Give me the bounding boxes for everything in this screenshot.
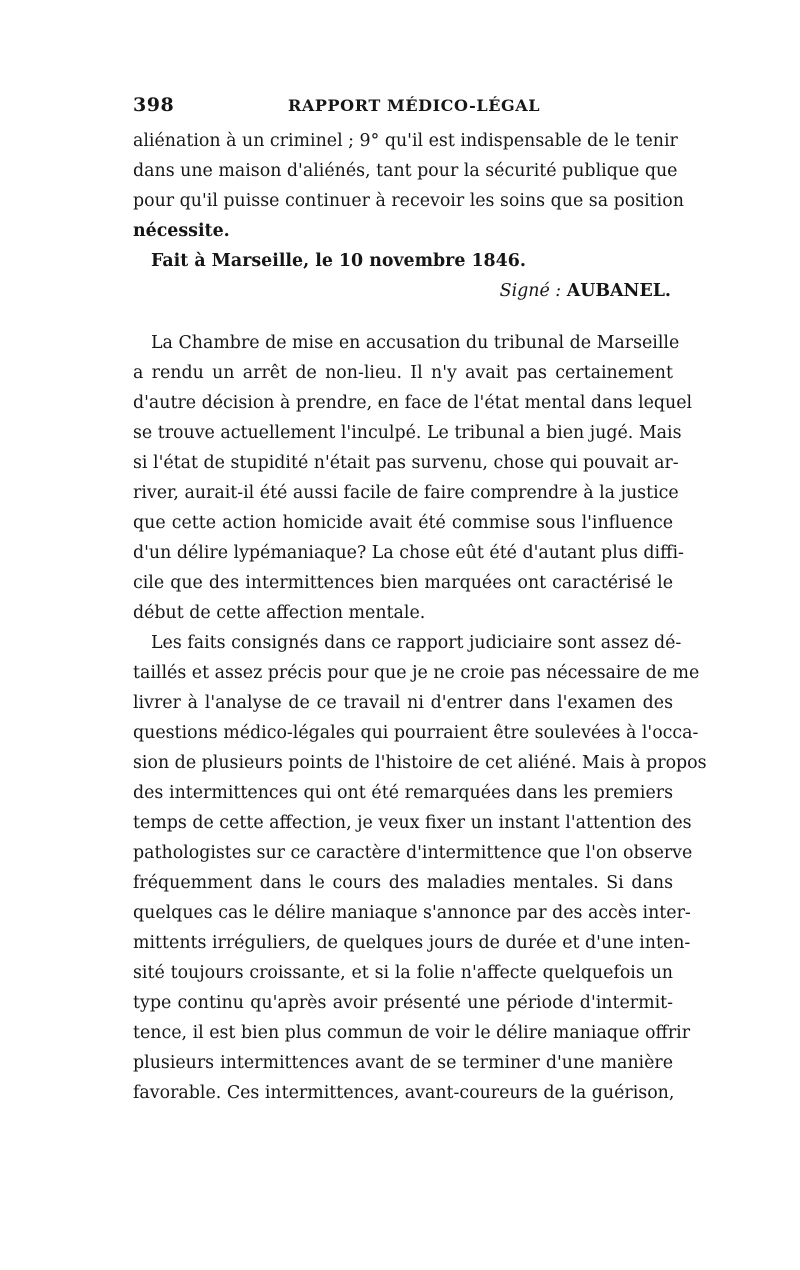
text-line: d'un délire lypémaniaque? La chose eût été d'autant plus diffi-	[133, 543, 684, 563]
text-line: Les faits consignés dans ce rapport judiciaire sont assez dé-	[151, 633, 682, 653]
running-title: RAPPORT MÉDICO-LÉGAL	[288, 96, 541, 115]
text-line: cile que des intermittences bien marquées ont caractérisé le	[133, 573, 673, 593]
body-text	[133, 126, 707, 1108]
page-header	[133, 94, 673, 120]
text-line: plusieurs intermittences avant de se terminer d'une manière	[133, 1053, 673, 1073]
text-line: dans une maison d'aliénés, tant pour la sécurité publique que	[133, 161, 678, 181]
paragraph-1	[133, 328, 693, 628]
text-line: questions médico-légales qui pourraient être soulevées à l'occa-	[133, 723, 699, 743]
place-date-line: Fait à Marseille, le 10 novembre 1846.	[151, 251, 526, 271]
text-line: pour qu'il puisse continuer à recevoir les soins que sa position	[133, 191, 684, 211]
text-line: sion de plusieurs points de l'histoire de cet aliéné. Mais à propos	[133, 753, 707, 773]
text-line: si l'état de stupidité n'était pas survenu, chose qui pouvait ar-	[133, 453, 679, 473]
text-line: se trouve actuellement l'inculpé. Le tribunal a bien jugé. Mais	[133, 423, 682, 443]
signature-line	[133, 276, 673, 306]
text-line: nécessite.	[133, 221, 230, 241]
text-line: d'autre décision à prendre, en face de l'état mental dans lequel	[133, 393, 693, 413]
paragraph-2	[133, 628, 707, 1108]
text-line: type continu qu'après avoir présenté une période d'intermit-	[133, 993, 673, 1013]
text-line: taillés et assez précis pour que je ne croie pas nécessaire de me	[133, 663, 700, 683]
text-line: river, aurait-il été aussi facile de faire comprendre à la justice	[133, 483, 679, 503]
text-line: pathologistes sur ce caractère d'intermittence que l'on observe	[133, 843, 693, 863]
page-number: 398	[133, 94, 175, 116]
text-line: des intermittences qui ont été remarquées dans les premiers	[133, 783, 673, 803]
signature-label: Signé :	[499, 281, 562, 301]
text-line: aliénation à un criminel ; 9° qu'il est indispensable de le tenir	[133, 131, 678, 151]
text-line: que cette action homicide avait été commise sous l'influence	[133, 513, 673, 533]
text-line: La Chambre de mise en accusation du tribunal de Marseille	[151, 333, 680, 353]
text-line: tence, il est bien plus commun de voir le délire maniaque offrir	[133, 1023, 691, 1043]
text-line: temps de cette affection, je veux fixer un instant l'attention des	[133, 813, 692, 833]
text-line: a rendu un arrêt de non-lieu. Il n'y avait pas certainement	[133, 363, 673, 383]
paragraph-gap	[133, 306, 673, 328]
text-line: favorable. Ces intermittences, avant-coureurs de la guérison,	[133, 1083, 675, 1103]
text-line: fréquemment dans le cours des maladies mentales. Si dans	[133, 873, 673, 893]
opening-paragraph	[133, 126, 684, 246]
text-line: quelques cas le délire maniaque s'annonce par des accès inter-	[133, 903, 691, 923]
text-line: sité toujours croissante, et si la folie n'affecte quelquefois un	[133, 963, 673, 983]
text-line: début de cette affection mentale.	[133, 603, 426, 623]
signature-name: AUBANEL.	[566, 281, 671, 301]
text-line: mittents irréguliers, de quelques jours de durée et d'une inten-	[133, 933, 691, 953]
text-line: livrer à l'analyse de ce travail ni d'entrer dans l'examen des	[133, 693, 673, 713]
